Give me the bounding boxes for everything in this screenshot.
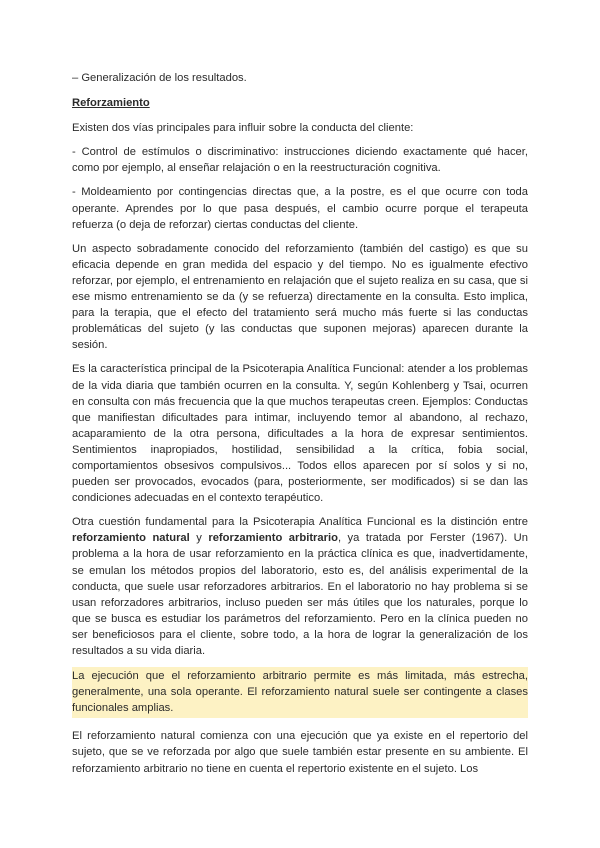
- paragraph-cuestion: [72, 514, 528, 659]
- paragraph-aspecto: Un aspecto sobradamente conocido del reforzamiento (también del castigo) es que su eficacia depende en gran medida del espacio y del tiempo. No es igualmente efectivo reforzar, por ejemplo, el entrenamiento en relajación que el sujeto realiza en su casa, que si ese mismo entrenamiento se da (y se refuerza) directamente en la consulta. Esto implica, para la terapia, que el efecto del tratamiento será mucho más fuerte si las conductas problemáticas del sujeto (y las conductas que suponen mejoras) aparecen durante la sesión.: [72, 242, 528, 352]
- paragraph-intro: Existen dos vías principales para influir sobre la conducta del cliente:: [72, 122, 414, 135]
- paragraph-moldeamiento: - Moldeamiento por contingencias directas que, a la postre, es el que ocurre con toda operante. Aprendes por lo que pasa después, el cambio ocurre porque el terapeuta refuerza (o deja de reforzar) ciertas conductas del cliente.: [72, 186, 528, 231]
- generalizacion-line: – Generalización de los resultados.: [72, 72, 247, 84]
- highlighted-text: La ejecución que el reforzamiento arbitrario permite es más limitada, más estrecha, generalmente, una sola operante. El reforzamiento natural suele ser contingente a clases funcionales amplias.: [72, 670, 528, 715]
- cuestion-text-y: y: [189, 532, 209, 545]
- section-heading: Reforzamiento: [72, 97, 150, 110]
- paragraph-caracteristica: Es la característica principal de la Psicoterapia Analítica Funcional: atender a los problemas de la vida diaria que también ocurren en la consulta. Y, según Kohlenberg y Tsai, ocurren en consulta con más frecuencia que la que muchos terapeutas creen. Ejemplos: Conductas que manifiestan dificultades para intimar, incluyendo temor al abandono, al rechazo, acaparamiento de la otra persona, dificultades a la hora de expresar sentimientos. Sentimientos inapropiados, hostilidad, sensibilidad a la crítica, fobia social, comportamientos obsesivos compulsivos... Todos ellos aparecen por sí solos y si no, pueden ser provocados, evocados (para, posteriormente, ser modificados) si se dan las condiciones adecuadas en el contexto terapéutico.: [72, 363, 528, 505]
- term-reforzamiento-arbitrario: reforzamiento arbitrario: [208, 532, 338, 545]
- paragraph-final: El reforzamiento natural comienza con una ejecución que ya existe en el repertorio del sujeto, que se ve reforzada por algo que suele también estar presente en su ambiente. El reforzamiento arbitrario no tiene en cuenta el repertorio existente en el sujeto. Los: [72, 730, 528, 775]
- term-reforzamiento-natural: reforzamiento natural: [72, 532, 190, 545]
- cuestion-text-a: Otra cuestión fundamental para la Psicoterapia Analítica Funcional es la distinción entre: [72, 516, 528, 529]
- highlighted-paragraph: [72, 667, 528, 718]
- cuestion-text-b: , ya tratada por Ferster (1967). Un problema a la hora de usar reforzamiento en la práctica clínica es que, inadvertidamente, se emulan los métodos propios del laboratorio, esto es, del análisis experimental de la conducta, que suele usar reforzadores arbitrarios. En el laboratorio no hay problema si se usan reforzadores arbitrarios, incluso pueden ser más útiles que los naturales, porque lo que se busca es estudiar los parámetros del reforzamiento. Pero en la clínica pueden no ser beneficiosos para el cliente, sobre todo, a la hora de lograr la generalización de los resultados a su vida diaria.: [72, 532, 528, 657]
- paragraph-control-estimulos: - Control de estímulos o discriminativo: instrucciones diciendo exactamente qué hacer, como por ejemplo, al enseñar relajación o en la reestructuración cognitiva.: [72, 146, 528, 175]
